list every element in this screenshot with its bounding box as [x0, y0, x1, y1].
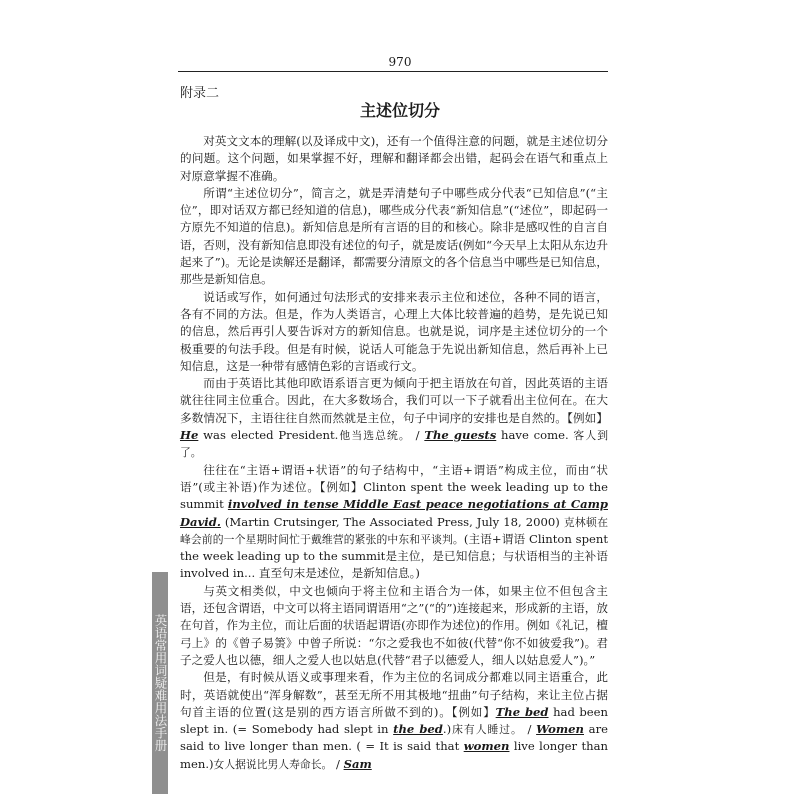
example-keyword: women [463, 739, 510, 754]
example-translation: 客人到了。 [180, 429, 609, 460]
example-translation: 床有人睡过。 [451, 723, 523, 737]
paragraph-3: 说话或写作，如何通过句法形式的安排来表示主位和述位，各种不同的语言，各有不同的方法。但是，作为人类语言，心理上大体比较普遍的趋势，是先说已知的信息，然后再引人要告诉对方的新知信息。也就是说，词序是主述位切分的一个极重要的句法手段。但是有时候，说话人可能急于先说出新知信息，然后再补上已知信息，这是一种带有感情色彩的言语或行文。 [180, 289, 608, 373]
example-english: live longer than men.) [180, 739, 609, 771]
example-translation: 女人据说比男人寿命长。 [213, 757, 333, 771]
paragraph-2: 所谓“主述位切分”，简言之，就是弄清楚句子中哪些成分代表“已知信息”(“主位”，即对话双方都已经知道的信息)，哪些成分代表“新知信息”(“述位”，即起码一方原先不知道的信息)。新知信息是所有言语的目的和核心。除非是感叹性的自言自语，否则，没有新知信息即没有述位的句子，就是废话(例如“今天早上太阳从东边升起来了”)。无论是读解还是翻译，都需要分清原文的各个信息当中哪些是已知信息，那些是新知信息。 [180, 185, 608, 287]
example-english: was elected President. [198, 428, 339, 443]
example-translation: 他当选总统。 [338, 429, 411, 443]
side-tab-book-title: 英语常用词疑难用法手册 [152, 572, 168, 794]
paragraph-1: 对英文文本的理解(以及译成中文)，还有一个值得注意的问题，就是主述位切分的问题。这个问题，如果掌握不好，理解和翻译都会出错，起码会在语气和重点上对原意掌握不准确。 [180, 134, 608, 183]
section-title: 主述位切分 [359, 101, 440, 120]
paragraph-7 [180, 669, 608, 773]
example-keyword: He [180, 428, 199, 443]
example-english: have come. [496, 428, 574, 443]
example-translation: 克林顿在峰会前的一个星期时间忙于戴维营的紧张的中东和平谈判。 [180, 515, 609, 546]
example-keyword: involved in tense Middle East peace negotiations at Camp David. [180, 497, 608, 529]
example-keyword: Sam [343, 756, 372, 771]
example-source: (Martin Crutsinger, The Associated Press, July 18, 2000) [220, 514, 564, 529]
example-keyword: the bed [393, 722, 443, 737]
paragraph-4-text: 而由于英语比其他印欧语系语言更为倾向于把主语放在句首，因此英语的主语就往往同主位重合。因此，在大多数场合，我们可以一下子就看出主位何在。在大多数情况下，主语往往自然而然就是主位，句子中词序的安排也是自然的。【例如】 [180, 376, 608, 425]
example-english: are said to live longer than men. ( = It is said that [180, 722, 608, 754]
example-separator: / [410, 428, 425, 443]
example-note: (主语+谓语 Clinton spent the week leading up to the summit是主位，是已知信息；与状语相当的主补语involved in... 直至句末是述位，是新知信息。) [180, 531, 609, 581]
page-number: 970 [388, 55, 412, 69]
example-separator: / [522, 722, 537, 737]
paragraph-7-text: 但是，有时候从语义或事理来看，作为主位的名词成分都难以同主语重合，此时，英语就使出“浑身解数”，甚至无所不用其极地“扭曲”句子结构，来让主位占据句首主语的位置(这是别的西方语言所做不到的)。【例如】 [180, 670, 608, 719]
body-text [180, 133, 608, 773]
example-keyword: The bed [495, 704, 549, 719]
paragraph-6: 与英文相类似，中文也倾向于将主位和主语合为一体，如果主位不但包含主语，还包含谓语，中文可以将主语同谓语用“之”(“的”)连接起来，形成新的主语，放在句首，作为主位，而让后面的状语起谓语(亦即作为述位)的作用。例如《礼记，檀弓上》的《曾子易箦》中曾子所说：“尔之爱我也不如彼(代替“你不如彼爱我”)。君子之爱人也以德，细人之爱人也以姑息(代替“君子以德爱人，细人以姑息爱人”)。” [180, 583, 608, 667]
header-rule [178, 71, 608, 72]
example-separator: / [332, 756, 344, 771]
example-english: .) [442, 722, 452, 737]
appendix-label: 附录二 [180, 86, 220, 101]
paragraph-4 [180, 375, 608, 461]
paragraph-5-text: 往往在“主语+谓语+状语”的句子结构中，“主语+谓语”构成主位，而由“状语”(或主补语)作为述位。【例如】Clinton spent the week leading up to the summit [180, 462, 608, 512]
example-keyword: Women [536, 722, 584, 737]
example-keyword: The guests [424, 428, 497, 443]
example-english: had been slept in. (= Somebody had slept in [180, 704, 608, 737]
paragraph-5 [180, 462, 608, 583]
